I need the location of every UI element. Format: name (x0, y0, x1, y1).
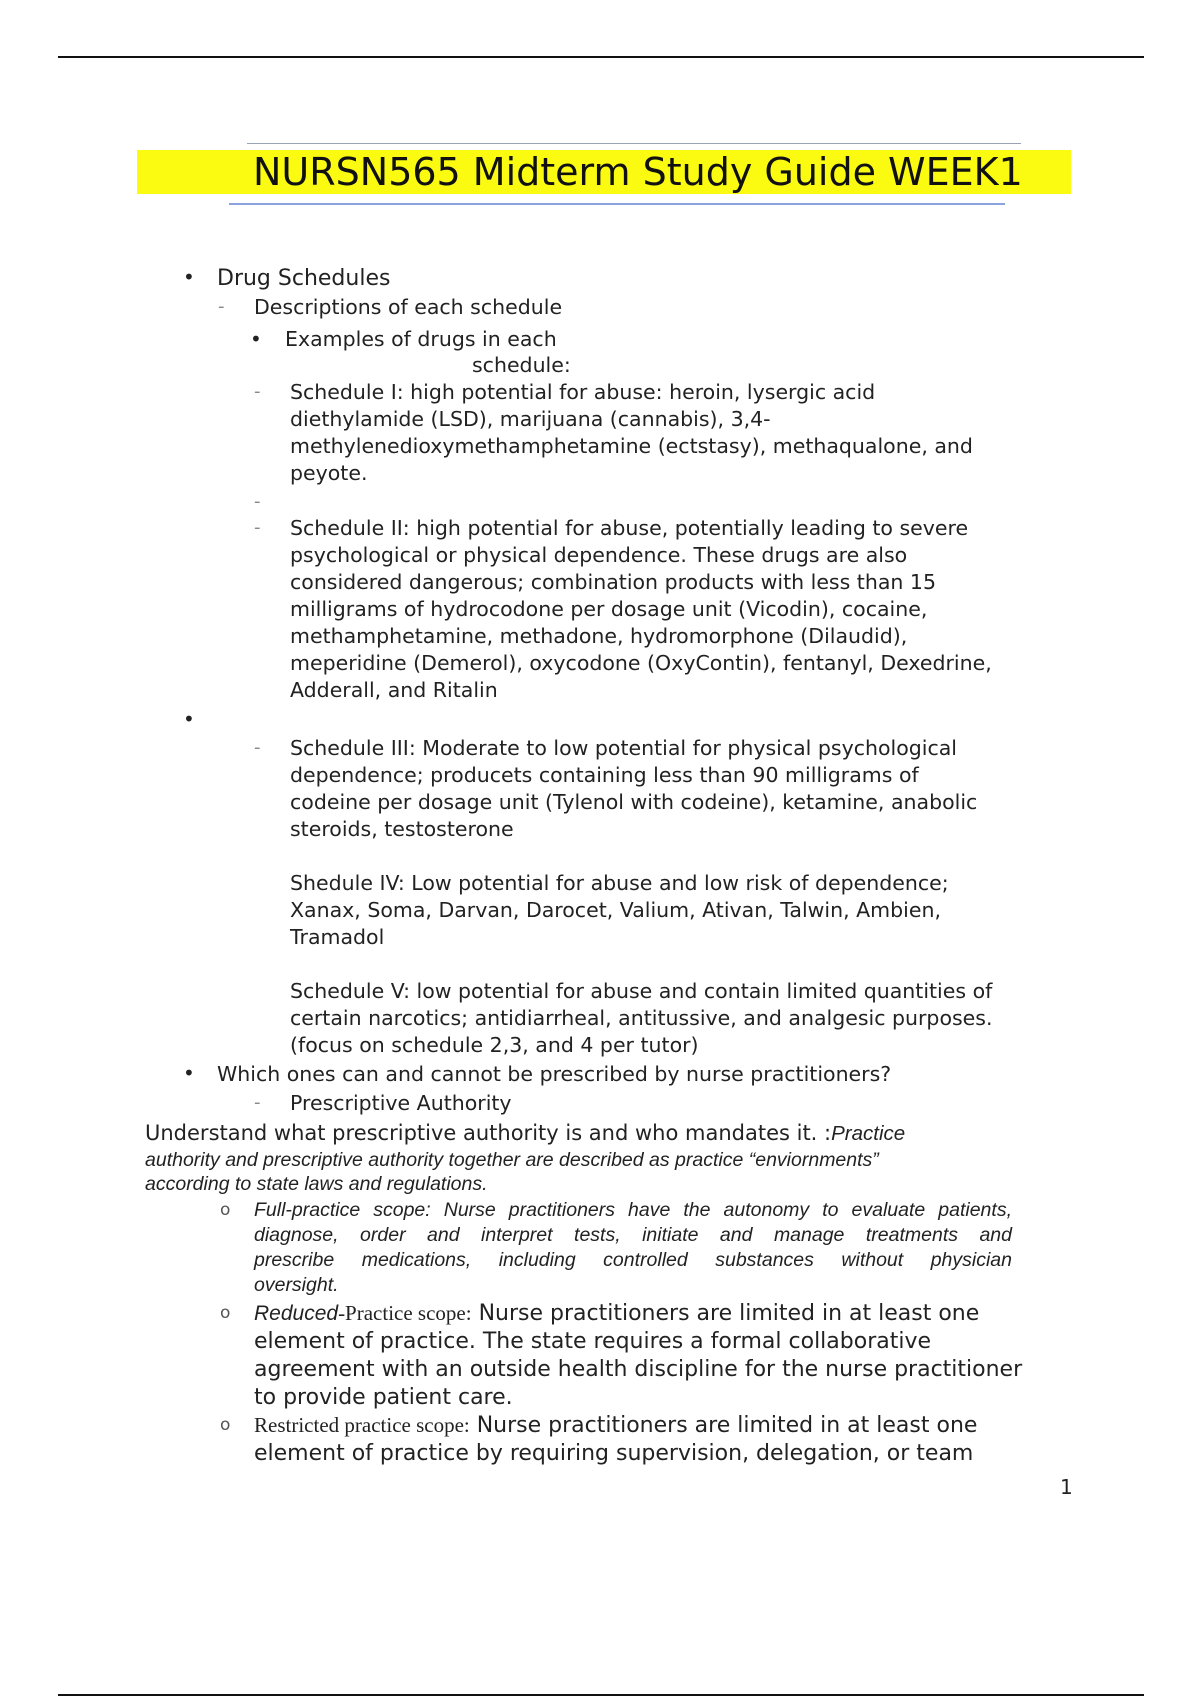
dash-icon: - (254, 737, 261, 758)
reduced-line: to provide patient care. (254, 1385, 513, 1410)
schedule-2-line: Schedule II: high potential for abuse, potentially leading to severe (290, 516, 969, 540)
bullet-icon: • (183, 1061, 195, 1085)
full-practice-line: Full-practice scope: Nurse practitioners have the autonomy to evaluate patients, (254, 1199, 1012, 1221)
circle-bullet-icon: o (220, 1200, 231, 1220)
circle-bullet-icon: o (220, 1415, 231, 1435)
document-title: NURSN565 Midterm Study Guide WEEK1 (253, 150, 1023, 194)
schedule-1-line: methylenedioxymethamphetamine (ectstasy), methaqualone, and (290, 434, 973, 458)
dash-icon: - (218, 296, 225, 317)
schedule-2-line: milligrams of hydrocodone per dosage unit (Vicodin), cocaine, (290, 597, 928, 621)
bullet-icon: • (250, 327, 262, 351)
dash-icon: - (254, 1092, 261, 1113)
reduced-line (254, 1300, 979, 1327)
schedule-5-line: certain narcotics; antidiarrheal, antitussive, and analgesic purposes. (290, 1006, 993, 1030)
item-prescriptive-authority: Prescriptive Authority (290, 1091, 512, 1115)
heading-drug-schedules: Drug Schedules (217, 266, 391, 291)
top-rule (58, 56, 1144, 58)
schedule-3-line: Schedule III: Moderate to low potential for physical psychological (290, 736, 957, 760)
item-examples: Examples of drugs in each (285, 327, 557, 351)
schedule-2-line: methamphetamine, methadone, hydromorphone (Dilaudid), (290, 624, 908, 648)
schedule-4-line: Shedule IV: Low potential for abuse and low risk of dependence; (290, 871, 949, 895)
reduced-serif: -Practice scope: (338, 1301, 472, 1325)
reduced-line: element of practice. The state requires a formal collaborative (254, 1329, 932, 1354)
dash-icon: - (254, 381, 261, 402)
understand-italic-line: according to state laws and regulations. (145, 1173, 488, 1195)
bottom-rule (58, 1694, 1144, 1696)
bullet-icon: • (183, 707, 195, 731)
page-number: 1 (1060, 1475, 1073, 1499)
schedule-3-line: codeine per dosage unit (Tylenol with codeine), ketamine, anabolic (290, 790, 978, 814)
circle-bullet-icon: o (220, 1303, 231, 1323)
schedule-2-line: meperidine (Demerol), oxycodone (OxyContin), fentanyl, Dexedrine, (290, 651, 992, 675)
schedule-4-line: Xanax, Soma, Darvan, Darocet, Valium, Ativan, Talwin, Ambien, (290, 898, 941, 922)
schedule-1-line: Schedule I: high potential for abuse: heroin, lysergic acid (290, 380, 876, 404)
schedule-2-line: psychological or physical dependence. These drugs are also (290, 543, 908, 567)
bullet-icon: • (183, 265, 195, 289)
full-practice-line: oversight. (254, 1274, 339, 1296)
schedule-5-line: Schedule V: low potential for abuse and contain limited quantities of (290, 979, 993, 1003)
item-which-ones: Which ones can and cannot be prescribed by nurse practitioners? (217, 1062, 892, 1086)
schedule-2-line: Adderall, and Ritalin (290, 678, 498, 702)
dash-icon: - (254, 517, 261, 538)
reduced-line: agreement with an outside health discipline for the nurse practitioner (254, 1357, 1023, 1382)
title-block (137, 140, 1071, 206)
schedule-3-line: dependence; producets containing less than 90 milligrams of (290, 763, 919, 787)
reduced-text: Nurse practitioners are limited in at least one (471, 1301, 980, 1326)
full-practice-line: prescribe medications, including controlled substances without physician (254, 1249, 1012, 1271)
reduced-italic: Reduced (254, 1302, 339, 1325)
full-practice-line: diagnose, order and interpret tests, initiate and manage treatments and (254, 1224, 1012, 1246)
understand-italic: Practice (831, 1122, 906, 1145)
understand-plain: Understand what prescriptive authority is and who mandates it. : (145, 1121, 832, 1145)
schedule-2-line: considered dangerous; combination products with less than 15 (290, 570, 936, 594)
schedule-1-line: peyote. (290, 461, 368, 485)
restricted-line (254, 1412, 977, 1439)
schedule-1-line: diethylamide (LSD), marijuana (cannabis), 3,4- (290, 407, 771, 431)
title-top-border (247, 143, 1021, 144)
schedule-4-line: Tramadol (290, 925, 385, 949)
item-examples-cont: schedule: (472, 353, 571, 377)
understand-line (145, 1120, 905, 1147)
understand-italic-line: authority and prescriptive authority together are described as practice “enviornments” (145, 1149, 879, 1171)
dash-icon: - (254, 491, 261, 512)
restricted-text: Nurse practitioners are limited in at least one (469, 1413, 978, 1438)
title-bottom-border (229, 203, 1005, 205)
restricted-line: element of practice by requiring supervision, delegation, or team (254, 1441, 974, 1466)
schedule-3-line: steroids, testosterone (290, 817, 514, 841)
item-descriptions: Descriptions of each schedule (254, 295, 563, 319)
schedule-5-line: (focus on schedule 2,3, and 4 per tutor) (290, 1033, 699, 1057)
restricted-serif: Restricted practice scope: (254, 1413, 470, 1437)
